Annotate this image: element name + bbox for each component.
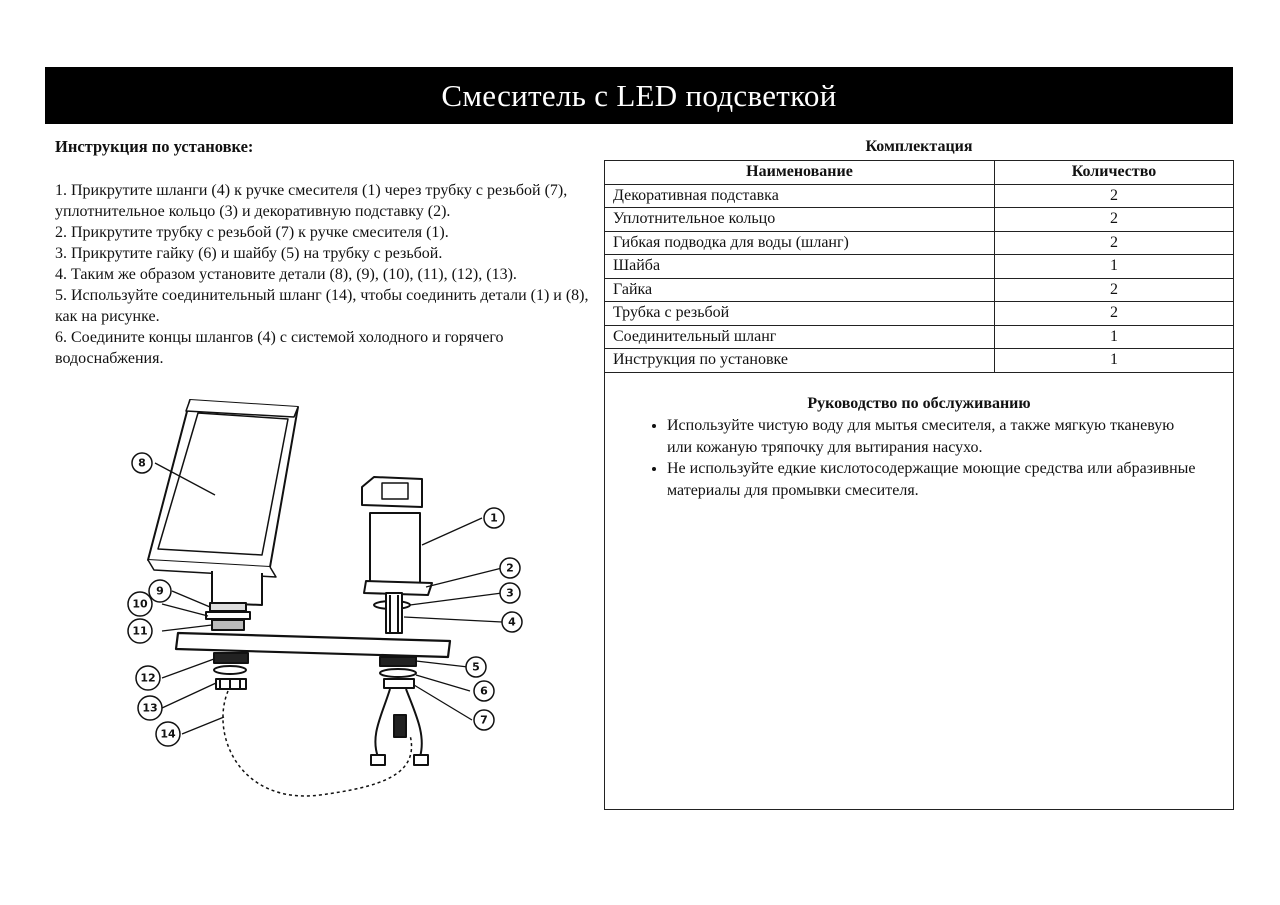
callout-12: 12 <box>140 671 156 685</box>
kit-col-qty-header: Количество <box>995 161 1234 184</box>
installation-heading: Инструкция по установке: <box>55 137 254 156</box>
callout-1: 1 <box>490 511 498 525</box>
table-row <box>605 184 1233 208</box>
installation-step: 3. Прикрутите гайку (6) и шайбу (5) на трубку с резьбой. <box>55 245 443 262</box>
care-item: • Используйте чистую воду для мытья смесителя, а также мягкую тканевую или кожаную тряпочку для вытирания насухо. <box>667 415 1203 458</box>
kit-item-qty: 1 <box>995 349 1234 373</box>
care-list <box>635 415 1203 501</box>
care-section <box>605 373 1233 502</box>
kit-item-name: Гайка <box>605 278 995 302</box>
kit-header-row <box>605 161 1233 184</box>
callout-5: 5 <box>472 660 480 674</box>
page-title: Смеситель с LED подсветкой <box>441 77 837 113</box>
installation-step: 5. Используйте соединительный шланг (14), чтобы соединить детали (1) и (8), как на рисунке. <box>55 287 589 325</box>
kit-title: Комплектация <box>865 138 973 155</box>
kit-item-qty: 2 <box>995 278 1234 302</box>
installation-step: 2. Прикрутите трубку с резьбой (7) к ручке смесителя (1). <box>55 224 449 241</box>
installation-section <box>55 136 595 369</box>
kit-item-name: Декоративная подставка <box>605 184 995 208</box>
assembly-diagram <box>120 395 540 805</box>
care-item: • Не используйте едкие кислотосодержащие моющие средства или абразивные материалы для промывки смесителя. <box>667 458 1203 501</box>
kit-item-qty: 2 <box>995 184 1234 208</box>
kit-item-name: Инструкция по установке <box>605 349 995 373</box>
callout-2: 2 <box>506 561 514 575</box>
kit-item-name: Трубка с резьбой <box>605 302 995 326</box>
installation-step: 6. Соедините концы шлангов (4) с системой холодного и горячего водоснабжения. <box>55 329 504 367</box>
table-row <box>605 208 1233 232</box>
callout-10: 10 <box>132 597 148 611</box>
callout-6: 6 <box>480 684 488 698</box>
callout-11: 11 <box>132 624 148 638</box>
callout-9: 9 <box>156 584 164 598</box>
table-row <box>605 231 1233 255</box>
kit-box <box>604 160 1234 810</box>
assembly-drawing <box>120 395 540 805</box>
callout-3: 3 <box>506 586 514 600</box>
callout-14: 14 <box>160 727 176 741</box>
kit-item-qty: 1 <box>995 325 1234 349</box>
kit-item-qty: 2 <box>995 231 1234 255</box>
kit-item-name: Уплотнительное кольцо <box>605 208 995 232</box>
kit-col-name-header: Наименование <box>605 161 995 184</box>
kit-item-qty: 2 <box>995 302 1234 326</box>
kit-item-qty: 1 <box>995 255 1234 279</box>
installation-steps <box>55 180 595 369</box>
callout-13: 13 <box>142 701 158 715</box>
kit-item-name: Гибкая подводка для воды (шланг) <box>605 231 995 255</box>
page-title-banner <box>45 67 1233 124</box>
table-row <box>605 278 1233 302</box>
kit-item-qty: 2 <box>995 208 1234 232</box>
callout-7: 7 <box>480 713 488 727</box>
installation-step: 4. Таким же образом установите детали (8), (9), (10), (11), (12), (13). <box>55 266 517 283</box>
table-row <box>605 349 1233 373</box>
care-heading: Руководство по обслуживанию <box>807 394 1031 412</box>
callout-4: 4 <box>508 615 516 629</box>
table-row <box>605 255 1233 279</box>
table-row <box>605 302 1233 326</box>
callout-8: 8 <box>138 456 146 470</box>
table-row <box>605 325 1233 349</box>
kit-item-name: Соединительный шланг <box>605 325 995 349</box>
kit-item-name: Шайба <box>605 255 995 279</box>
installation-step: 1. Прикрутите шланги (4) к ручке смесителя (1) через трубку с резьбой (7), уплотнительное кольцо (3) и декоративную подставку (2). <box>55 182 568 220</box>
kit-table <box>605 161 1233 373</box>
